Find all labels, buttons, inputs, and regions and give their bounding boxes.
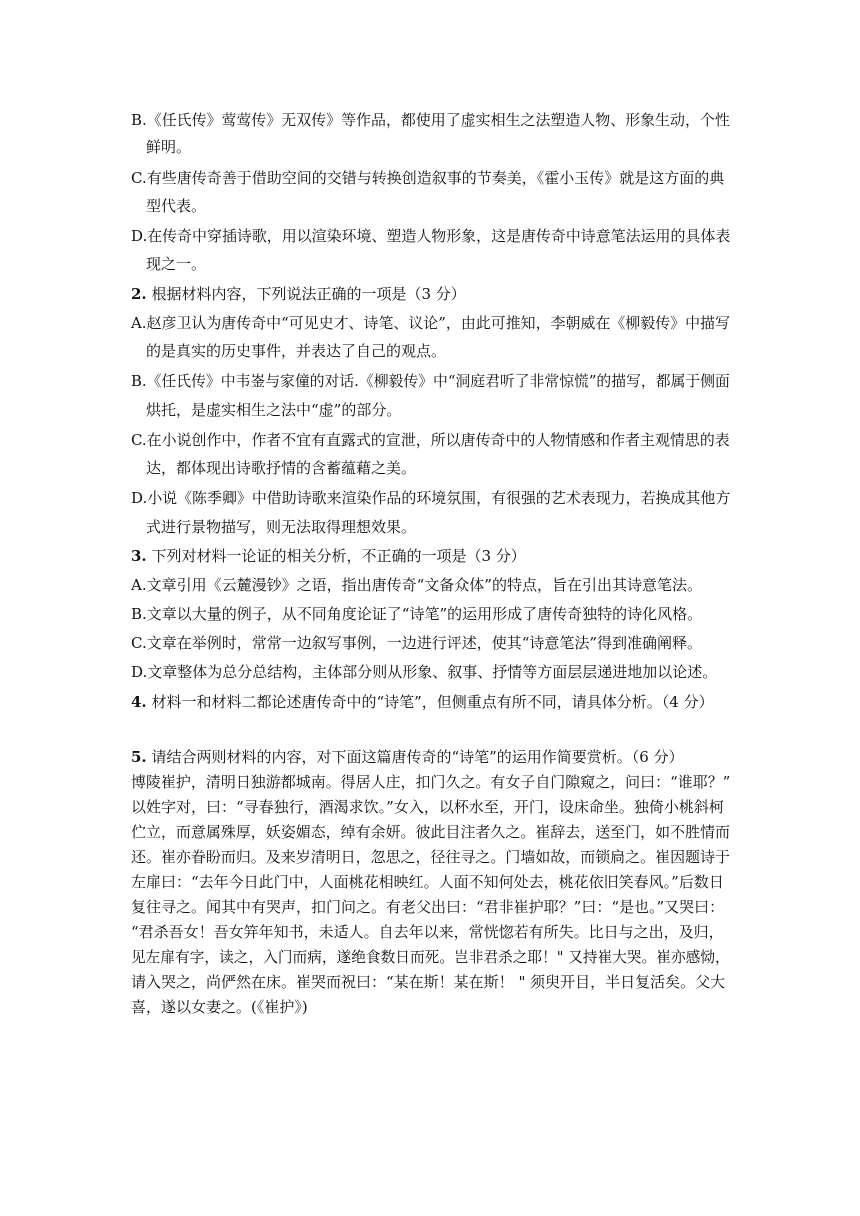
q3-stem-text: 下列对材料一论证的相关分析，不正确的一项是（3 分） bbox=[151, 547, 526, 565]
q3-stem bbox=[131, 546, 526, 566]
q3-option-d: D.文章整体为总分总结构，主体部分则从形象、叙事、抒情等方面层层递进地加以论述。 bbox=[131, 663, 718, 681]
q4-number: 4. bbox=[131, 693, 147, 711]
q2-option-c-line1: C.在小说创作中，作者不宜有直露式的宣泄，所以唐传奇中的人物情感和作者主观情思的表 bbox=[131, 431, 730, 449]
q5-passage-line: 喜，遂以女妻之。(《崔护》) bbox=[131, 998, 308, 1016]
q1-option-d-line1: D.在传奇中穿插诗歌，用以渲染环境、塑造人物形象，这是唐传奇中诗意笔法运用的具体表 bbox=[131, 227, 731, 245]
q5-stem bbox=[131, 747, 684, 767]
q5-passage-line: “君杀吾女！吾女笄年知书，未适人。自去年以来，常恍惚若有所失。比日与之出，及归， bbox=[131, 923, 724, 941]
q2-stem-text: 根据材料内容，下列说法正确的一项是（3 分） bbox=[151, 285, 466, 303]
q2-number: 2. bbox=[131, 285, 147, 303]
q1-option-d-line2: 现之一。 bbox=[146, 255, 207, 273]
q2-option-b-line1: B.《任氏传》中韦崟与家僮的对话.《柳毅传》中“洞庭君听了非常惊慌”的描写，都属于侧面 bbox=[131, 372, 730, 390]
q5-passage-line: 见左扉有字，读之，入门而病，遂绝食数日而死。岂非君杀之耶！" 又持崔大哭。崔亦感恸， bbox=[131, 948, 730, 966]
q4-stem-text: 材料一和材料二都论述唐传奇中的“诗笔”，但侧重点有所不同，请具体分析。（4 分） bbox=[151, 693, 714, 711]
q3-option-c: C.文章在举例时，常常一边叙写事例，一边进行评述，使其“诗意笔法”得到准确阐释。 bbox=[131, 634, 703, 652]
q4-stem bbox=[131, 692, 714, 712]
q3-option-a: A.文章引用《云麓漫钞》之语，指出唐传奇“文备众体”的特点，旨在引出其诗意笔法。 bbox=[131, 576, 702, 594]
q5-passage-line: 请入哭之，尚俨然在床。崔哭而祝曰：“某在斯！某在斯！ " 须臾开目，半日复活矣。父大 bbox=[131, 973, 726, 991]
q3-option-b: B.文章以大量的例子，从不同角度论证了“诗笔”的运用形成了唐传奇独特的诗化风格。 bbox=[131, 605, 703, 623]
q2-option-d-line1: D.小说《陈季卿》中借助诗歌来渲染作品的环境氛围，有很强的艺术表现力，若换成其他方 bbox=[131, 489, 731, 507]
q5-passage-line: 以姓字对，曰：“寻春独行，酒渴求饮。”女入，以杯水至，开门，设床命坐。独倚小桃斜柯 bbox=[131, 798, 724, 816]
q1-option-b-line1: B.《任氏传》莺莺传》无双传》等作品，都使用了虚实相生之法塑造人物、形象生动，个性 bbox=[131, 111, 730, 129]
q1-option-c-line2: 型代表。 bbox=[146, 197, 207, 215]
q5-number: 5. bbox=[131, 748, 147, 766]
q5-passage-line: 博陵崔护，清明日独游都城南。得居人庄，扣门久之。有女子自门隙窥之，问曰：“谁耶？” bbox=[131, 773, 731, 791]
q2-option-a-line1: A.赵彦卫认为唐传奇中“可见史才、诗笔、议论”，由此可推知，李朝威在《柳毅传》中描写 bbox=[131, 314, 730, 332]
q3-number: 3. bbox=[131, 547, 147, 565]
q1-option-b-line2: 鲜明。 bbox=[146, 138, 192, 156]
q5-stem-text: 请结合两则材料的内容，对下面这篇唐传奇的“诗笔”的运用作简要赏析。（6 分） bbox=[151, 748, 684, 766]
q5-passage-line: 复往寻之。闻其中有哭声，扣门问之。有老父出曰：“君非崔护耶？”曰：“是也。”又哭曰： bbox=[131, 898, 725, 916]
q5-passage-line: 左扉曰：“去年今日此门中，人面桃花相映红。人面不知何处去，桃花依旧笑春风。”后数日 bbox=[131, 873, 724, 891]
q2-stem bbox=[131, 284, 466, 304]
q5-passage-line: 伫立，而意属殊厚，妖姿媚态，绰有余妍。彼此目注者久之。崔辞去，送至门，如不胜情而 bbox=[131, 823, 730, 841]
q5-passage-line: 还。崔亦眷盼而归。及来岁清明日，忽思之，径往寻之。门墙如故，而锁扃之。崔因题诗于 bbox=[131, 848, 730, 866]
q2-option-c-line2: 达，都体现出诗歌抒情的含蓄蕴藉之美。 bbox=[146, 459, 417, 477]
q2-option-d-line2: 式进行景物描写，则无法取得理想效果。 bbox=[146, 518, 417, 536]
q1-option-c-line1: C.有些唐传奇善于借助空间的交错与转换创造叙事的节奏美，《霍小玉传》就是这方面的典 bbox=[131, 169, 725, 187]
q2-option-b-line2: 烘托，是虚实相生之法中“虚”的部分。 bbox=[146, 401, 402, 419]
q2-option-a-line2: 的是真实的历史事件，并表达了自己的观点。 bbox=[146, 342, 447, 360]
